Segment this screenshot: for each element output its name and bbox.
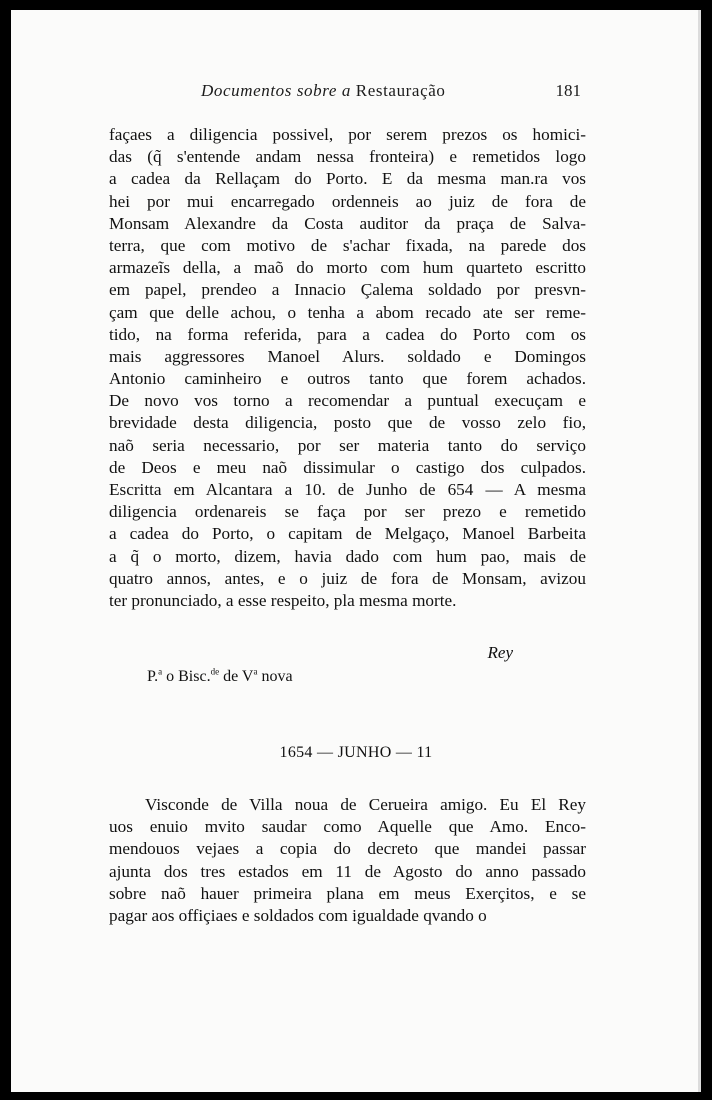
addressee-part: nova: [257, 668, 293, 685]
text-line: das (q̃ s'entende andam nessa fronteira) e remetidos logo: [109, 147, 586, 167]
text-line: mendouos vejaes a copia do decreto que mandei passar: [109, 839, 586, 859]
text-line: em papel, prendeo a Innacio Çalema soldado por presvn-: [109, 280, 586, 300]
text-line: quatro annos, antes, e o juiz de fora de Monsam, avizou: [109, 568, 586, 588]
addressee-line: [147, 668, 293, 686]
text-line: diligencia ordenareis se faça por ser prezo e remetido: [109, 502, 586, 522]
text-line: pagar aos offiçiaes e soldados com igualdade qvando o: [109, 905, 487, 925]
page-number: 181: [555, 81, 581, 100]
text-line: De novo vos torno a recomendar a puntual execuçam e: [109, 391, 586, 411]
text-line: sobre naõ hauer primeira plana em meus Exerçitos, e se: [109, 883, 586, 903]
text-line: ter pronunciado, a esse respeito, pla mesma morte.: [109, 590, 457, 610]
addressee-part: o Bisc.: [162, 668, 211, 685]
text-line: hei por mui encarregado ordenneis ao juiz de fora de: [109, 191, 586, 211]
page-header: [201, 81, 591, 105]
book-page: [11, 10, 701, 1092]
text-line: tido, na forma referida, para a cadea do Porto com os: [109, 324, 586, 344]
addressee-superscript: a: [253, 666, 258, 677]
text-line: Monsam Alexandre da Costa auditor da praça de Salva-: [109, 213, 586, 233]
text-line: armazeĩs della, a maõ do morto com hum quarteto escritto: [109, 258, 586, 278]
text-line: mais aggressores Manoel Alurs. soldado e Domingos: [109, 346, 586, 366]
date-heading: 1654 — JUNHO — 11: [279, 744, 433, 761]
signature: Rey: [487, 643, 513, 662]
body-paragraph-2: [109, 794, 586, 927]
text-line: façaes a diligencia possivel, por serem prezos os homici-: [109, 125, 586, 144]
body-paragraph-1: [109, 124, 586, 612]
text-line: uos enuio mvito saudar como Aquelle que Amo. Enco-: [109, 817, 586, 837]
running-title: [201, 81, 445, 101]
text-line: Escritta em Alcantara a 10. de Junho de 654 — A mesma: [109, 480, 586, 499]
page-edge: [698, 10, 701, 1092]
addressee-superscript: a: [158, 666, 163, 677]
addressee-part: de V: [219, 668, 254, 685]
running-title-italic: Documentos sobre a: [201, 81, 351, 100]
text-line: Antonio caminheiro e outros tanto que forem achados.: [109, 369, 586, 389]
text-line: de Deos e meu naõ dissimular o castigo dos culpados.: [109, 457, 586, 477]
text-line: naõ seria necessario, por ser materia tanto do serviço: [109, 435, 586, 455]
running-title-roman: Restauração: [355, 81, 446, 100]
text-line: a q̃ o morto, dizem, havia dado com hum pao, mais de: [109, 546, 586, 566]
text-line: a cadea do Porto, o capitam de Melgaço, Manoel Barbeita: [109, 524, 586, 544]
text-line: Visconde de Villa noua de Cerueira amigo. Eu El Rey: [145, 795, 586, 814]
addressee-part: P.: [147, 668, 159, 685]
text-line: ajunta dos tres estados em 11 de Agosto do anno passado: [109, 861, 586, 881]
text-line: a cadea da Rellaçam do Porto. E da mesma man.ra vos: [109, 169, 586, 189]
text-line: brevidade desta diligencia, posto que de vosso zelo fio,: [109, 413, 586, 433]
text-line: çam que delle achou, o tenha a abom recado ate ser reme-: [109, 302, 586, 322]
text-line: terra, que com motivo de s'achar fixada, na parede dos: [109, 235, 586, 255]
addressee-superscript: de: [210, 666, 220, 677]
